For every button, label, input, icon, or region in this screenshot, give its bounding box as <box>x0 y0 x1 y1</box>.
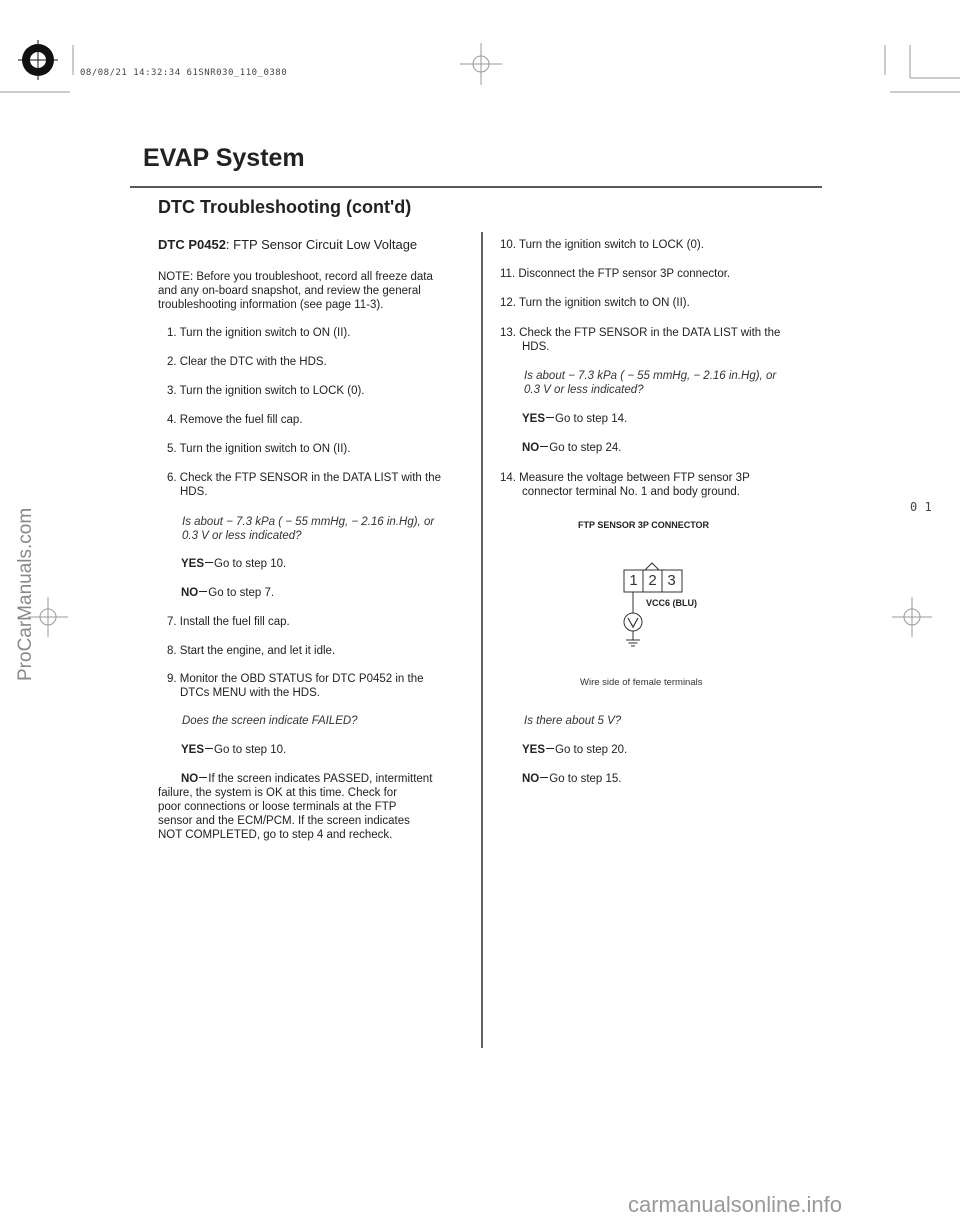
no-answer-2-line-4: sensor and the ECM/PCM. If the screen indicates <box>158 815 410 827</box>
yes-text: Go to step 20. <box>555 744 628 756</box>
crosshair-icon <box>460 43 502 85</box>
diagram-caption: Wire side of female terminals <box>580 677 703 688</box>
no-answer-2 <box>181 772 432 786</box>
footer-watermark: carmanualsonline.info <box>628 1192 843 1217</box>
step-13-cont: HDS. <box>522 341 550 353</box>
step-7: 7. Install the fuel fill cap. <box>167 616 290 628</box>
page-title: EVAP System <box>143 144 305 172</box>
no-answer-4 <box>522 772 622 786</box>
no-answer-2-line-3: poor connections or loose terminals at the FTP <box>158 801 397 813</box>
yes-label: YES <box>522 413 546 425</box>
yes-text: Go to step 10. <box>214 744 287 756</box>
dtc-code: DTC P0452 <box>158 237 226 252</box>
note-line-3: troubleshooting information (see page 11-3). <box>158 299 384 311</box>
step-14-cont: connector terminal No. 1 and body ground. <box>522 486 740 498</box>
no-answer-2-line-5: NOT COMPLETED, go to step 4 and recheck. <box>158 829 393 841</box>
wire-label: VCC6 (BLU) <box>646 598 697 608</box>
step-6: 6. Check the FTP SENSOR in the DATA LIST with the <box>167 472 441 484</box>
no-label: NO <box>522 442 540 454</box>
step-2: 2. Clear the DTC with the HDS. <box>167 356 327 368</box>
question-1: Is about − 7.3 kPa ( − 55 mmHg, − 2.16 in.Hg), or <box>182 516 435 528</box>
ground-icon <box>626 640 640 646</box>
step-9-cont: DTCs MENU with the HDS. <box>180 687 320 699</box>
no-answer-1 <box>181 586 274 600</box>
side-watermark: ProCarManuals.com <box>15 507 36 681</box>
yes-label: YES <box>181 558 205 570</box>
registration-dot-icon <box>18 40 58 80</box>
pin-2-label: 2 <box>648 572 657 589</box>
connector-diagram-title: FTP SENSOR 3P CONNECTOR <box>578 520 710 530</box>
dtc-heading <box>158 237 417 252</box>
pin-1-label: 1 <box>629 572 638 589</box>
section-title: DTC Troubleshooting (cont'd) <box>158 197 412 217</box>
yes-label: YES <box>522 744 546 756</box>
step-14: 14. Measure the voltage between FTP sensor 3P <box>500 472 750 484</box>
step-1: 1. Turn the ignition switch to ON (II). <box>167 327 351 339</box>
no-text: If the screen indicates PASSED, intermittent <box>208 773 433 785</box>
question-1-cont: 0.3 V or less indicated? <box>182 530 302 542</box>
question-4: Is there about 5 V? <box>524 715 622 727</box>
step-10: 10. Turn the ignition switch to LOCK (0). <box>500 239 704 251</box>
no-label: NO <box>181 587 199 599</box>
question-3-cont: 0.3 V or less indicated? <box>524 384 644 396</box>
no-answer-3 <box>522 441 622 455</box>
step-3: 3. Turn the ignition switch to LOCK (0). <box>167 385 365 397</box>
no-label: NO <box>181 773 199 785</box>
page-marker: 0 1 <box>910 500 932 514</box>
step-12: 12. Turn the ignition switch to ON (II). <box>500 297 690 309</box>
pin-3-label: 3 <box>667 572 676 589</box>
print-timestamp: 08/08/21 14:32:34 61SNR030_110_0380 <box>80 68 288 78</box>
step-11: 11. Disconnect the FTP sensor 3P connector. <box>500 268 731 280</box>
yes-answer-1 <box>181 557 286 571</box>
question-3: Is about − 7.3 kPa ( − 55 mmHg, − 2.16 in.Hg), or <box>524 370 777 382</box>
note-line-2: and any on-board snapshot, and review the general <box>158 285 421 297</box>
yes-label: YES <box>181 744 205 756</box>
step-5: 5. Turn the ignition switch to ON (II). <box>167 443 351 455</box>
note-line-1: NOTE: Before you troubleshoot, record all freeze data <box>158 271 433 283</box>
no-text: Go to step 24. <box>549 442 622 454</box>
question-2: Does the screen indicate FAILED? <box>182 715 358 727</box>
step-13: 13. Check the FTP SENSOR in the DATA LIST with the <box>500 327 781 339</box>
step-6-cont: HDS. <box>180 486 208 498</box>
yes-text: Go to step 10. <box>214 558 287 570</box>
no-text: Go to step 7. <box>208 587 275 599</box>
yes-answer-4 <box>522 743 627 757</box>
yes-text: Go to step 14. <box>555 413 628 425</box>
dtc-description: : FTP Sensor Circuit Low Voltage <box>225 237 418 252</box>
no-label: NO <box>522 773 540 785</box>
yes-answer-2 <box>181 743 286 757</box>
step-8: 8. Start the engine, and let it idle. <box>167 645 336 657</box>
no-answer-2-line-2: failure, the system is OK at this time. Check for <box>158 787 398 799</box>
step-9: 9. Monitor the OBD STATUS for DTC P0452 in the <box>167 673 424 685</box>
voltmeter-icon <box>624 613 642 631</box>
no-text: Go to step 15. <box>549 773 622 785</box>
yes-answer-3 <box>522 412 627 426</box>
step-4: 4. Remove the fuel fill cap. <box>167 414 303 426</box>
